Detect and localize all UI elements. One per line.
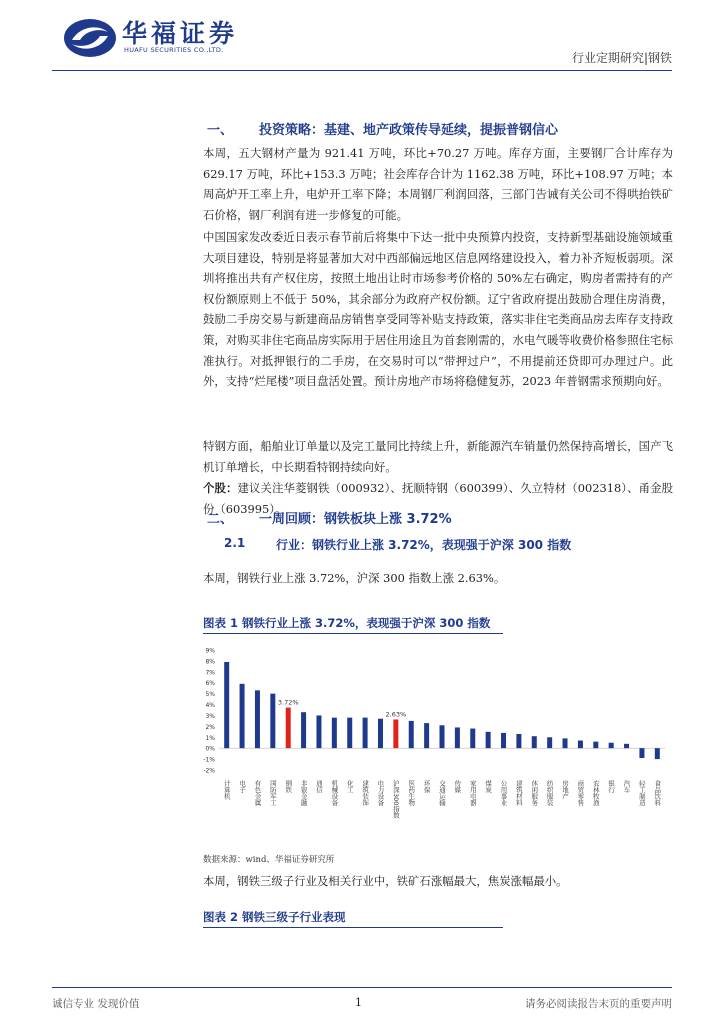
x-category-label: 农林牧渔 xyxy=(591,780,600,806)
x-category-label: 房地产 xyxy=(561,780,570,800)
bar-industry xyxy=(578,741,583,749)
bar-industry xyxy=(501,733,506,748)
bar-industry xyxy=(301,712,306,748)
x-category-label: 化工 xyxy=(345,780,354,793)
x-category-label: 医药生物 xyxy=(407,780,416,806)
bar-industry xyxy=(424,723,429,748)
figure2-title-underline xyxy=(203,927,503,928)
subsection-title: 行业：钢铁行业上涨 3.72%，表现强于沪深 300 指数 xyxy=(276,538,572,552)
y-tick-label: -1% xyxy=(203,756,215,764)
bar-industry xyxy=(639,748,644,758)
bar-industry xyxy=(563,738,568,748)
bar-industry xyxy=(224,662,229,748)
x-category-label: 通信 xyxy=(314,780,323,793)
section2-number: 二、 xyxy=(207,512,234,527)
y-tick-label: 5% xyxy=(205,691,215,699)
y-tick-label: 2% xyxy=(205,723,215,731)
x-category-label: 汽车 xyxy=(622,780,631,793)
bar-industry xyxy=(363,718,368,749)
x-category-label: 电子 xyxy=(238,780,247,793)
x-category-label: 家用电器 xyxy=(468,780,477,806)
huafu-logo-mark xyxy=(62,16,118,60)
x-category-label: 建筑装饰 xyxy=(361,780,370,806)
logo-chinese-name: 华福证券 xyxy=(122,19,239,48)
section1-title: 投资策略：基建、地产政策传导延续，提振普钢信心 xyxy=(259,123,559,138)
bar-industry xyxy=(655,748,660,759)
industry-weekly-change-bar-chart xyxy=(203,638,673,848)
x-category-label: 机械设备 xyxy=(330,780,339,806)
stock-picks-text: 建议关注华菱钢铁（000932）、抚顺特钢（600399）、久立特材（002318）、甬金股份（603995）。 xyxy=(203,481,673,516)
subsection-number: 2.1 xyxy=(224,536,246,550)
x-category-label: 国防军工 xyxy=(268,780,277,806)
figure1-source: 数据来源：wind、华福证券研究所 xyxy=(203,855,335,865)
data-label: 3.72% xyxy=(277,698,299,707)
report-type-label: 行业定期研究|钢铁 xyxy=(571,51,672,65)
paragraph-after-figure1: 本周，钢铁三级子行业及相关行业中，铁矿石涨幅最大，焦炭涨幅最小。 xyxy=(203,874,568,888)
bar-industry xyxy=(440,725,445,748)
header-divider xyxy=(52,70,672,71)
footer-disclaimer: 请务必阅读报告末页的重要声明 xyxy=(525,998,672,1010)
bar-industry xyxy=(486,732,491,748)
bar-industry xyxy=(332,718,337,749)
x-category-label: 建筑材料 xyxy=(514,780,523,806)
figure2-title: 图表 2 钢铁三级子行业表现 xyxy=(203,910,346,924)
data-label: 2.63% xyxy=(385,710,407,719)
y-tick-label: 7% xyxy=(205,669,215,677)
x-category-label: 轻工制造 xyxy=(637,780,646,806)
x-category-label: 公用事业 xyxy=(499,780,508,806)
section2-title: 一周回顾：钢铁板块上涨 3.72% xyxy=(259,512,452,527)
bar-industry xyxy=(270,694,275,749)
figure1-title: 图表 1 钢铁行业上涨 3.72%，表现强于沪深 300 指数 xyxy=(203,616,491,630)
figure1-title-underline xyxy=(203,633,503,634)
y-tick-label: 1% xyxy=(205,734,215,742)
stock-picks-label: 个股： xyxy=(203,481,238,495)
bar-industry xyxy=(347,718,352,749)
x-category-label: 交通运输 xyxy=(438,780,446,806)
y-tick-label: -2% xyxy=(203,767,215,775)
footer-divider xyxy=(52,987,672,988)
bar-industry xyxy=(378,719,383,748)
x-category-label: 纺织服装 xyxy=(545,780,554,806)
x-category-label: 电力设备 xyxy=(376,780,385,806)
section1-paragraph-3: 特钢方面，船舶业订单量以及完工量同比持续上升，新能源汽车销量仍然保持高增长，国产飞机订单增长，中长期看特钢持续向好。 xyxy=(203,439,673,474)
footer-slogan: 诚信专业 发现价值 xyxy=(52,998,140,1010)
bar-highlight xyxy=(393,719,398,748)
x-category-label: 食品饮料 xyxy=(653,780,662,806)
x-category-label: 沪深300指数 xyxy=(391,780,400,819)
section1-paragraph-1: 本周，五大钢材产量为 921.41 万吨，环比+70.27 万吨。库存方面，主要钢厂合计库存为 629.17 万吨，环比+153.3 万吨；社会库存合计为 1162.38 万吨，环比+108.97 万吨；本周高炉开工率上升，电炉开工率下降；本周钢厂利润回落，三部门告诫有关公司不得哄抬铁矿石价格，钢厂利润有进一步修复的可能。 xyxy=(203,146,673,222)
y-tick-label: 9% xyxy=(205,647,215,655)
x-category-label: 休闲服务 xyxy=(530,780,539,806)
x-category-label: 环保 xyxy=(422,780,431,793)
x-category-label: 煤炭 xyxy=(484,780,493,793)
y-tick-label: 0% xyxy=(205,745,215,753)
x-category-label: 银行 xyxy=(607,780,616,793)
bar-industry xyxy=(409,721,414,748)
page-number: 1 xyxy=(355,996,362,1009)
bar-industry xyxy=(624,744,629,748)
x-category-label: 计算机 xyxy=(222,780,231,800)
bar-industry xyxy=(609,743,614,748)
bar-industry xyxy=(593,742,598,749)
bar-industry xyxy=(470,729,475,749)
bar-industry xyxy=(316,715,321,748)
y-tick-label: 6% xyxy=(205,680,215,688)
x-category-label: 商贸零售 xyxy=(576,780,585,806)
logo-english-name: HUAFU SECURITIES CO.,LTD. xyxy=(124,46,224,54)
x-category-label: 钢铁 xyxy=(284,780,293,793)
y-tick-label: 8% xyxy=(205,658,215,666)
section2-paragraph-1: 本周，钢铁行业上涨 3.72%，沪深 300 指数上涨 2.63%。 xyxy=(203,571,506,585)
y-tick-label: 3% xyxy=(205,712,215,720)
x-category-label: 有色金属 xyxy=(253,780,262,806)
section1-paragraph-2: 中国国家发改委近日表示春节前后将集中下达一批中央预算内投资，支持新型基础设施领域重大项目建设，特别是将显著加大对中西部偏远地区信息网络建设投入，着力补齐短板弱项。深圳将推出共有产权住房，按照土地出让时市场参考价格的 50%左右确定，购房者需持有的产权份额原则上不低于 50%，其余部分为政府产权份额。辽宁省政府提出鼓励合理住房消费，鼓励二手房交易与新建商品房销售享受同等补贴支持政策，落实非住宅类商品房去库存支持政策，对购买非住宅商品房实际用于居住用途且为首套刚需的，水电气暖等收费价格参照住宅标准执行。对抵押银行的二手房，在交易时可以“带押过户”，不用提前还贷即可办理过户。此外，支持“烂尾楼”项目盘活处置。预计房地产市场将稳健复苏，2023 年普钢需求预期向好。 xyxy=(203,230,673,389)
bar-industry xyxy=(255,690,260,748)
bar-industry xyxy=(547,737,552,748)
section1-number: 一、 xyxy=(207,123,234,138)
x-category-label: 非银金融 xyxy=(299,780,308,806)
bar-industry xyxy=(516,734,521,748)
bar-industry xyxy=(240,684,245,748)
bar-industry xyxy=(532,736,537,748)
y-tick-label: 4% xyxy=(205,702,215,710)
x-category-label: 传媒 xyxy=(453,780,462,793)
bar-highlight xyxy=(286,708,291,749)
bar-industry xyxy=(455,727,460,748)
